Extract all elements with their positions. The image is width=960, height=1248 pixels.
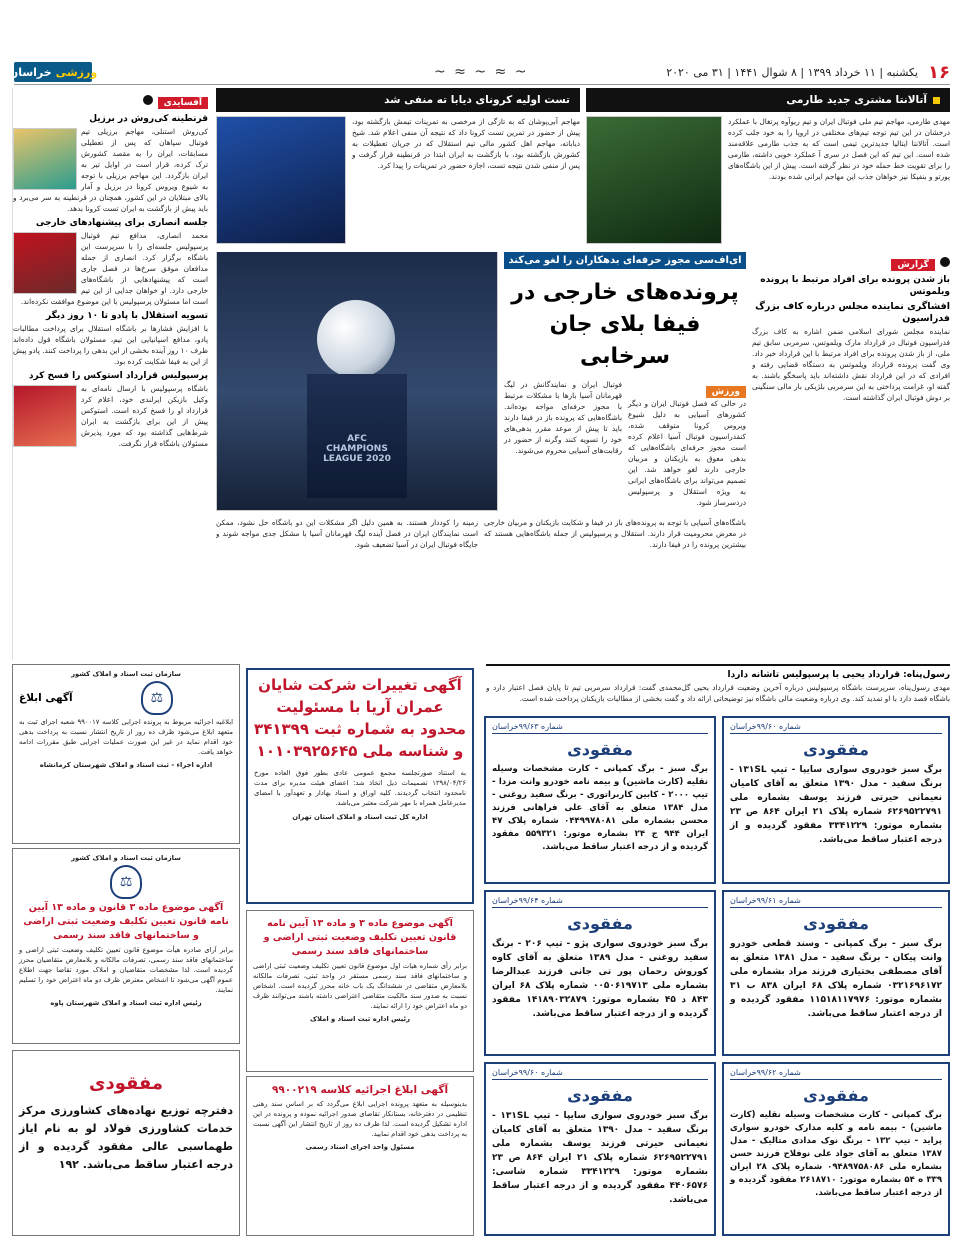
main-body-bottom-right: باشگاه‌های آسیایی با توجه به پرونده‌های باز در فیفا و شکایت بازیکنان و مربیان خارجی در معرض محرومیت قرار دارند. استقلال و پرسپولیس از جمله باشگاه‌هایی هستند که بیشترین پرونده را در فیفا دارند. <box>484 518 746 549</box>
brief-title: جلسه انصاری برای پیشنهادهای خارجی <box>35 218 208 228</box>
ad-body: برگ سبز - برگ کمپانی - کارت مشخصات وسیله نقلیه (کارت ماشین) و بیمه نامه خودرو وانت مزدا - تیپ ۲۰۰۰ - کابین کاربراتوری - برنگ سفید روغنی - مدل ۱۳۸۴ متعلق به آقای علی فراهانی فرزند محسن بشماره ملی ۰۴۴۹۹۷۸۰۸۱ شماره پلاک ۴۷ ایران ۹۴۴ ج ۲۴ بشماره موتور: ۵۵۹۳۲۱ مفقود گردیده و از درجه اعتبار ساقط می‌باشد. <box>492 764 708 852</box>
acl-ball-photo <box>216 252 498 511</box>
brief-item <box>13 370 208 449</box>
ad-title: مفقودی <box>803 740 869 759</box>
story-taremi <box>586 88 950 246</box>
source-tag: ورزش <box>706 386 746 398</box>
ad-body: به استناد صورتجلسه مجمع عمومی عادی بطور فوق العاده مورخ ۱۳۹۸/۰۴/۲۶ تصمیمات ذیل اتخاذ شد: اعضای هیئت مدیره برای مدت نامحدود انتخاب گردیدند. کلیه اوراق و اسناد بهادار و تعهدآور با امضای مدیرعامل همراه با مهر شرکت معتبر می‌باشد. <box>254 769 466 807</box>
ad-body: برگ سبز خودروی سواری پژو - تیپ ۲۰۶ - برنگ سفید روغنی - مدل ۱۳۸۹ متعلق به آقای کاوه کوروش رحمان پور تی جانی فرزند عبدالرضا بشماره ملی ۰۰۵۰۶۱۹۷۱۳ شماره پلاک ۶۸ ایران ۸۴۳ د ۴۵ بشماره موتور: ۱۴۱۸۹۰۳۲۸۷۹ مفقود گردیده و از درجه اعتبار ساقط می‌باشد. <box>492 939 708 1019</box>
ad-body: بدینوسیله به متعهد پرونده اجرایی ابلاغ می‌گردد که بر اساس سند رهنی تنظیمی در دفترخانه، بستانکار تقاضای صدور اجرائیه نموده و پرونده در این اداره تشکیل گردیده است. لذا ظرف ده روز از تاریخ انتشار این آگهی نسبت به پرداخت بدهی خود اقدام نمایید. <box>253 1100 467 1138</box>
main-body-bottom-left: زمینه را کوددار هستند. به همین دلیل اگر مشکلات این دو باشگاه حل نشود، ممکن است نمایندگان ایران در فصل آینده لیگ قهرمانان آسیا با مشکل جدی مواجه شوند و جایگاه فوتبال ایران در آسیا تضعیف شود. <box>216 518 478 549</box>
brief-body: محمد انصاری، مدافع تیم فوتبال پرسپولیس جلسه‌ای را با سرپرست این باشگاه برگزار کرد. انصاری از جمله مدافعان موفق سرخ‌ها در فصل جاری است که پیشنهادهایی از باشگاه‌های خارجی دارد. او خواهان جدایی از این تیم است اما مسئولان پرسپولیس با این موضوع موافقت نکرده‌اند. <box>20 231 208 306</box>
ad-title: آگهی تغییرات شرکت شایان عمران آریا با مسئولیت محدود به شماره ثبت ۳۴۱۳۹۹ و شناسه ملی ۱۰۱۰۳۹۲۵۶۴۵ <box>254 676 466 760</box>
report-subtitle: افشاگری نماینده مجلس درباره کاف بزرگ فدراسیون <box>755 301 950 324</box>
ad-notice-4 <box>246 1076 474 1236</box>
ad-body: برگ کمپانی - کارت مشخصات وسیله نقلیه (کارت ماشین) - بیمه نامه و کلیه مدارک خودرو سواری پراید - تیپ ۱۳۲ - برنگ نوک مدادی متالیک - مدل ۱۳۸۷ متعلق به آقای جواد علی نوفلاح فرزند حسن بشماره ملی ۰۹۴۸۹۷۵۸۰۸۶ شماره پلاک ۲۸ ایران ۳۳۹ ه ۵۴ بشماره موتور: ۲۶۱۸۷۱۰ مفقود گردیده و از درجه اعتبار ساقط می‌باشد. <box>730 1110 943 1198</box>
brief-item <box>13 113 208 214</box>
wide-strip <box>486 664 950 716</box>
ad-notice-2: سازمان ثبت اسناد و املاک کشور ⚖ آگهی موضوع ماده ۳ قانون و ماده ۱۳ آیین نامه قانون تعیین تکلیف وضعیت ثبتی اراضی و ساختمانهای فاقد سند رسمی برابر آرای صادره هیأت موضوع قانون تعیین تکلیف وضعیت ثبتی اراضی و ساختمانهای فاقد سند رسمی، تصرفات مالکانه و بلامعارض متقاضیان محرز گردیده است. لذا مشخصات متقاضیان و املاک مورد تقاضا جهت اطلاع عموم آگهی می‌شود تا اشخاص معترض ظرف دو ماه اعتراض خود را تسلیم نمایند. رئیس اداره ثبت اسناد و املاک شهرستان پاوه <box>12 848 240 1044</box>
ad-footer: اداره اجراء - ثبت اسناد و املاک شهرستان کرمانشاه <box>39 761 213 769</box>
story-body: مهاجم آبی‌پوشان که به تازگی از مرخصی به تمرینات تیمش بازگشته بود، پیش از حضور در تمرین تست کرونا داد که نتیجه آن منفی اعلام شد. شیخ دیاباته، مهاجم اهل کشور مالی تیم استقلال که در جریان تعطیلات به کشورش بازگشته بود، با بازگشت به ایران ابتدا در قرنطینه قرار گرفت و پس از منفی شدن نتیجه تست، اجازه حضور در تمرینات را پیدا کرد. <box>352 117 580 170</box>
right-column-report <box>752 252 950 660</box>
main-story <box>216 252 746 660</box>
ad-body: ابلاغیه اجرائیه مربوط به پرونده اجرایی کلاسه ۹۹۰۰۱۷ شعبه اجرای ثبت به متعهد ابلاغ می‌شود ظرف ده روز از تاریخ انتشار نسبت به پرداخت بدهی خود اقدام نماید در غیر این صورت عملیات اجرایی طبق مقررات ادامه خواهد یافت. <box>19 718 233 756</box>
main-headline: پرونده‌های خارجی در فیفا بلای جان سرخابی <box>511 280 739 369</box>
ad-title: آگهی موضوع ماده ۳ و ماده ۱۳ آیین نامه قانون تعیین تکلیف وضعیت ثبتی اراضی و ساختمانهای فاقد سند رسمی <box>263 918 457 957</box>
masthead <box>8 60 950 84</box>
strip-body: مهدی رسول‌پناه، سرپرست باشگاه پرسپولیس درباره آخرین وضعیت قرارداد یحیی گل‌محمدی گفت: قرارداد سرمربی تیم تا پایان فصل اعتبار دارد و باشگاه قصد دارد با او تمدید کند. وی درباره وضعیت مالی باشگاه نیز توضیحاتی ارائه داد و گفت بخشی از مطالبات بازیکنان پرداخت شده است. <box>486 683 950 703</box>
podium-icon: AFC CHAMPIONS LEAGUE 2020 <box>307 374 407 498</box>
brief-item <box>13 217 208 307</box>
ad-footer: رئیس اداره ثبت اسناد و املاک شهرستان پاوه <box>50 999 202 1007</box>
ad-body: برابر آرای صادره هیأت موضوع قانون تعیین تکلیف وضعیت ثبتی اراضی و ساختمانهای فاقد سند رسمی، تصرفات مالکانه و بلامعارض متقاضیان محرز گردیده است. لذا مشخصات متقاضیان و املاک مورد تقاضا جهت اطلاع عموم آگهی می‌شود تا اشخاص معترض ظرف دو ماه اعتراض خود را تسلیم نمایند. <box>19 946 233 994</box>
ad-lost-vehicle: شماره ۹۹/۶۱خراسان مفقودی برگ سبز - برگ کمپانی - وسند قطعی خودرو وانت پیکان - برنگ سفید - مدل ۱۳۸۱ متعلق به آقای مصطفی بختیاری فرزند مراد بشماره ملی ۰۳۲۱۶۹۶۱۷۲ شماره پلاک ۶۸ ایران ۸۳۸ ب ۳۱ بشماره موتور: ۱۱۵۱۸۱۱۷۹۷۶ مفقود گردیده و از درجه اعتبار ساقط می‌باشد. <box>722 890 950 1056</box>
main-kicker: ای‌اف‌سی مجوز حرفه‌ای بدهکاران را لغو می‌کند <box>504 252 746 269</box>
page-number: ۱۶ <box>928 61 950 83</box>
ad-body: برگ سبز خودروی سواری سایپا - تیپ ۱۳۱SL - برنگ سفید - مدل ۱۳۹۰ متعلق به آقای کامیان نعیمانی حیرتی فرزند یوسف بشماره ملی ۶۲۶۹۵۲۲۷۹۱ شماره پلاک ۲۱ ایران ۸۶۴ ص ۲۳ بشماره موتور: ۳۳۴۱۲۲۹ مفقود گردیده و از درجه اعتبار ساقط می‌باشد. <box>730 765 942 845</box>
story-corona <box>216 88 580 246</box>
story-body: مهدی طارمی، مهاجم تیم ملی فوتبال ایران و تیم ریوآوه پرتغال با عملکرد درخشان در این تیم توجه تیم‌های مختلفی در اروپا را به خود جلب کرده است. آتالانتا ایتالیا جدیدترین تیمی است که به جذب طارمی علاقه‌مند شده است. این تیم که این فصل در سری آ عملکرد خوبی داشته، طارمی را برای تقویت خط حمله خود در نظر گرفته است. پیش از این باشگاه‌های پورتو و بنفیکا نیز خواهان جذب این مهاجم ایرانی شده بودند. <box>728 117 950 181</box>
brief-item <box>13 310 208 367</box>
ad-title: آگهی ابلاغ اجرائیه کلاسه ۹۹۰۰۲۱۹ <box>271 1084 449 1096</box>
report-title: باز شدن پرونده برای افراد مرتبط با پرونده ویلموتس <box>760 275 950 297</box>
ad-footer: مسئول واحد اجرای اسناد رسمی <box>305 1143 415 1151</box>
ad-notice-3 <box>246 910 474 1072</box>
date-line: یکشنبه | ۱۱ خرداد ۱۳۹۹ | ۸ شوال ۱۴۴۱ | ۳۱ می ۲۰۲۰ <box>666 65 919 79</box>
ad-lost-booklet <box>12 1050 240 1236</box>
main-body-right: در حالی که فصل فوتبال ایران و دیگر کشورهای آسیایی به دلیل شیوع ویروس کرونا متوقف شده، کنفدراسیون فوتبال آسیا اعلام کرده است مجوز حرفه‌ای باشگاه‌هایی که بدهی معوق به بازیکنان و مربیان خارجی دارند لغو خواهد شد. این تصمیم می‌تواند برای باشگاه‌های ایرانی به ویژه استقلال و پرسپولیس دردسرساز شود. <box>628 399 746 507</box>
ad-title: مفقودی <box>567 740 633 759</box>
brief-body: باشگاه پرسپولیس با ارسال نامه‌ای به وکیل بازیکن ایرلندی خود، اعلام کرد قرارداد او را فسخ کرده است. استوکس پیش از این برای بازگشت به ایران شرط‌هایی گذاشته بود که مورد پذیرش مسئولان باشگاه قرار نگرفت. <box>81 384 208 448</box>
ad-footer: اداره کل ثبت اسناد و املاک استان تهران <box>292 813 428 821</box>
ad-lost-vehicle: شماره ۹۹/۶۴خراسان مفقودی برگ سبز خودروی سواری پژو - تیپ ۲۰۶ - برنگ سفید روغنی - مدل ۱۳۸۹ متعلق به آقای کاوه کوروش رحمان پور تی جانی فرزند عبدالرضا بشماره ملی ۰۰۵۰۶۱۹۷۱۳ شماره پلاک ۶۸ ایران ۸۴۳ د ۴۵ بشماره موتور: ۱۴۱۸۹۰۳۲۸۷۹ مفقود گردیده و از درجه اعتبار ساقط می‌باشد. <box>484 890 716 1056</box>
report-body: نماینده مجلس شورای اسلامی ضمن اشاره به کاف بزرگ فدراسیون فوتبال در قرارداد مارک ویلموتس، سرمربی سابق تیم ملی، از باز شدن پرونده برای افراد مرتبط با این قرارداد خبر داد. وی گفت پرونده قرارداد ویلموتس به دستگاه قضایی رفته و افرادی که در این قرارداد نقش داشته‌اند باید پاسخگو باشند. به گفته او، غرامت پرداختی به این سرمربی بلژیکی بار مالی سنگینی بر دوش فوتبال ایران گذاشته است. <box>752 327 950 402</box>
ad-notice-1: سازمان ثبت اسناد و املاک کشور ⚖ آگهی ابلاغ ابلاغیه اجرائیه مربوط به پرونده اجرایی کلاسه ۹۹۰۰۱۷ شعبه اجرای ثبت به متعهد ابلاغ می‌شود ظرف ده روز از تاریخ انتشار نسبت به پرداخت بدهی خود اقدام نماید در غیر این صورت عملیات اجرایی طبق مقررات ادامه خواهد یافت. اداره اجراء - ثبت اسناد و املاک شهرستان کرمانشاه <box>12 664 240 844</box>
player-photo <box>13 232 77 294</box>
brief-title: تسویه استقلال با پادو تا ۱۰ روز دیگر <box>46 311 208 321</box>
brief-title: پرسپولیس قرارداد استوکس را فسخ کرد <box>28 371 208 381</box>
diabate-photo <box>216 116 346 244</box>
taremi-photo <box>586 116 722 244</box>
report-kicker: گزارش <box>891 259 935 271</box>
brief-body: کی‌روش استنلی، مهاجم برزیلی تیم فوتبال سپاهان که پس از تعطیلی مسابقات، ایران را به مقصد کشورش ترک کرده، قرار است در اوایل تیر به ایران بازگردد. این مهاجم برزیلی با توجه به شیوع ویروس کرونا در برزیل و آمار بالای مبتلایان در این کشور، همچنان در قرنطینه به سر می‌برد و باید پیش از بازگشت به ایران تست کرونا بدهد. <box>13 127 208 213</box>
strip-title: رسول‌پناه: قرارداد یحیی با پرسپولیس تاشانه داردا <box>727 670 950 680</box>
ad-footer: رئیس اداره ثبت اسناد و املاک <box>310 1015 410 1023</box>
player-photo <box>13 385 77 447</box>
ad-title: مفقودی <box>803 914 869 933</box>
ad-title: مفقودی <box>803 1086 869 1105</box>
ad-lost-vehicle: شماره ۹۹/۶۰خراسان مفقودی برگ سبز خودروی سواری سایپا - تیپ ۱۳۱SL - برنگ سفید - مدل ۱۳۹۰ متعلق به آقای کامیان نعیمانی حیرتی فرزند یوسف بشماره ملی ۶۲۶۹۵۲۲۷۹۱ شماره پلاک ۲۱ ایران ۸۶۴ ص ۲۳ بشماره موتور: ۳۳۴۱۲۲۹ شماره شاسی: ۴۴۰۶۵۷۶ مفقود گردیده و از درجه اعتبار ساقط می‌باشد. <box>484 1062 716 1236</box>
ad-title: مفقودی <box>567 914 633 933</box>
ball-icon <box>317 300 395 378</box>
ad-body: دفترچه توزیع نهاده‌های کشاورزی مرکز خدمات کشاورزی فولاد لو به نام ایاز طهماسبی عالی مفقود گردیده و از درجه اعتبار ساقط می‌باشد. ۱۹۲ <box>19 1104 233 1171</box>
ad-title: آگهی ابلاغ <box>19 692 73 704</box>
decorative-scribble: ~ ≈ ~ ≈ ~ <box>434 64 529 80</box>
ad-body: برابر رأی شماره هیات اول موضوع قانون تعیین تکلیف وضعیت ثبتی اراضی و ساختمانهای فاقد سند رسمی مستقر در واحد ثبتی، تصرفات مالکانه بلامعارض متقاضی در ششدانگ یک باب خانه محرز گردیده است. اشخاص نسبت به صدور سند مالکیت متقاضی اعتراضی داشته باشند می‌توانند ظرف دو ماه اعتراض خود را ارائه نمایند. <box>253 962 467 1010</box>
ad-title: آگهی موضوع ماده ۳ قانون و ماده ۱۳ آیین نامه قانون تعیین تکلیف وضعیت ثبتی اراضی و ساختمانهای فاقد سند رسمی <box>23 902 229 941</box>
main-body-mid: فوتبال ایران و نمایندگانش در لیگ قهرمانان آسیا بارها با مشکلات مرتبط با مجوز حرفه‌ای مواجه بوده‌اند. باشگاه‌هایی که پرونده باز در فیفا دارند باید تا پیش از موعد مقرر بدهی‌های خود را تسویه کنند وگرنه از حضور در رقابت‌های آسیایی محروم می‌شوند. <box>504 380 622 455</box>
brief-body: با افزایش فشارها بر باشگاه استقلال برای پرداخت مطالبات پادو، مدافع اسپانیایی این تیم، مسئولان باشگاه قول داده‌اند ظرف ۱۰ روز آینده بخشی از این بدهی را پرداخت کنند. پادو پیش از این به فیفا شکایت کرده بود. <box>13 324 208 366</box>
ad-body: برگ سبز خودروی سواری سایپا - تیپ ۱۳۱SL - برنگ سفید - مدل ۱۳۹۰ متعلق به آقای کامیان نعیمانی حیرتی فرزند یوسف بشماره ملی ۶۲۶۹۵۲۲۷۹۱ شماره پلاک ۲۱ ایران ۸۶۴ ص ۲۳ بشماره موتور: ۳۳۴۱۲۲۹ شماره شاسی: ۴۴۰۶۵۷۶ مفقود گردیده و از درجه اعتبار ساقط می‌باشد. <box>492 1111 708 1205</box>
brief-title: قرنطینه کی‌روش در برزیل <box>89 114 208 124</box>
ad-lost-vehicle: شماره ۹۹/۶۲خراسان مفقودی برگ کمپانی - کارت مشخصات وسیله نقلیه (کارت ماشین) - بیمه نامه و کلیه مدارک خودرو سواری پراید - تیپ ۱۳۲ - برنگ نوک مدادی متالیک - مدل ۱۳۸۷ متعلق به آقای جواد علی نوفلاح فرزند حسن بشماره ملی ۰۹۴۸۹۷۵۸۰۸۶ شماره پلاک ۲۸ ایران ۳۳۹ ه ۵۴ بشماره موتور: ۲۶۱۸۷۱۰ مفقود گردیده و از درجه اعتبار ساقط می‌باشد. <box>722 1062 950 1236</box>
player-photo <box>13 128 77 190</box>
ad-title: مفقودی <box>567 1086 633 1105</box>
ad-lost-vehicle: شماره ۹۹/۶۰خراسان مفقودی برگ سبز خودروی سواری سایپا - تیپ ۱۳۱SL - برنگ سفید - مدل ۱۳۹۰ متعلق به آقای کامیان نعیمانی حیرتی فرزند یوسف بشماره ملی ۶۲۶۹۵۲۲۷۹۱ شماره پلاک ۲۱ ایران ۸۶۴ ص ۲۳ بشماره موتور: ۳۳۴۱۲۲۹ مفقود گردیده و از درجه اعتبار ساقط می‌باشد. <box>722 716 950 884</box>
judiciary-emblem-icon: ⚖ <box>141 681 173 715</box>
brand-logo: ورزشی خراسان <box>14 62 92 82</box>
ad-title: مفقودی <box>88 1073 164 1094</box>
judiciary-emblem-icon: ⚖ <box>110 865 142 899</box>
ad-body: برگ سبز - برگ کمپانی - وسند قطعی خودرو وانت پیکان - برنگ سفید - مدل ۱۳۸۱ متعلق به آقای مصطفی بختیاری فرزند مراد بشماره ملی ۰۳۲۱۶۹۶۱۷۲ شماره پلاک ۶۸ ایران ۸۳۸ ب ۳۱ بشماره موتور: ۱۱۵۱۸۱۱۷۹۷۶ مفقود گردیده و از درجه اعتبار ساقط می‌باشد. <box>730 939 942 1019</box>
story-title-bar: تست اولیه کرونای دیابا ته منفی شد <box>216 88 580 112</box>
left-kicker: آفسایدی <box>158 97 208 109</box>
ad-company-changes <box>246 668 474 904</box>
story-title-bar: آتالانتا مشتری جدید طارمی <box>586 88 950 112</box>
ad-lost-vehicle: شماره ۹۹/۶۳خراسان مفقودی برگ سبز - برگ کمپانی - کارت مشخصات وسیله نقلیه (کارت ماشین) و بیمه نامه خودرو وانت مزدا - تیپ ۲۰۰۰ - کابین کاربراتوری - برنگ سفید روغنی - مدل ۱۳۸۴ متعلق به آقای علی فراهانی فرزند محسن بشماره ملی ۰۴۴۹۹۷۸۰۸۱ شماره پلاک ۴۷ ایران ۹۴۴ ج ۲۴ بشماره موتور: ۵۵۹۳۲۱ مفقود گردیده و از درجه اعتبار ساقط می‌باشد. <box>484 716 716 884</box>
left-column <box>12 88 208 660</box>
